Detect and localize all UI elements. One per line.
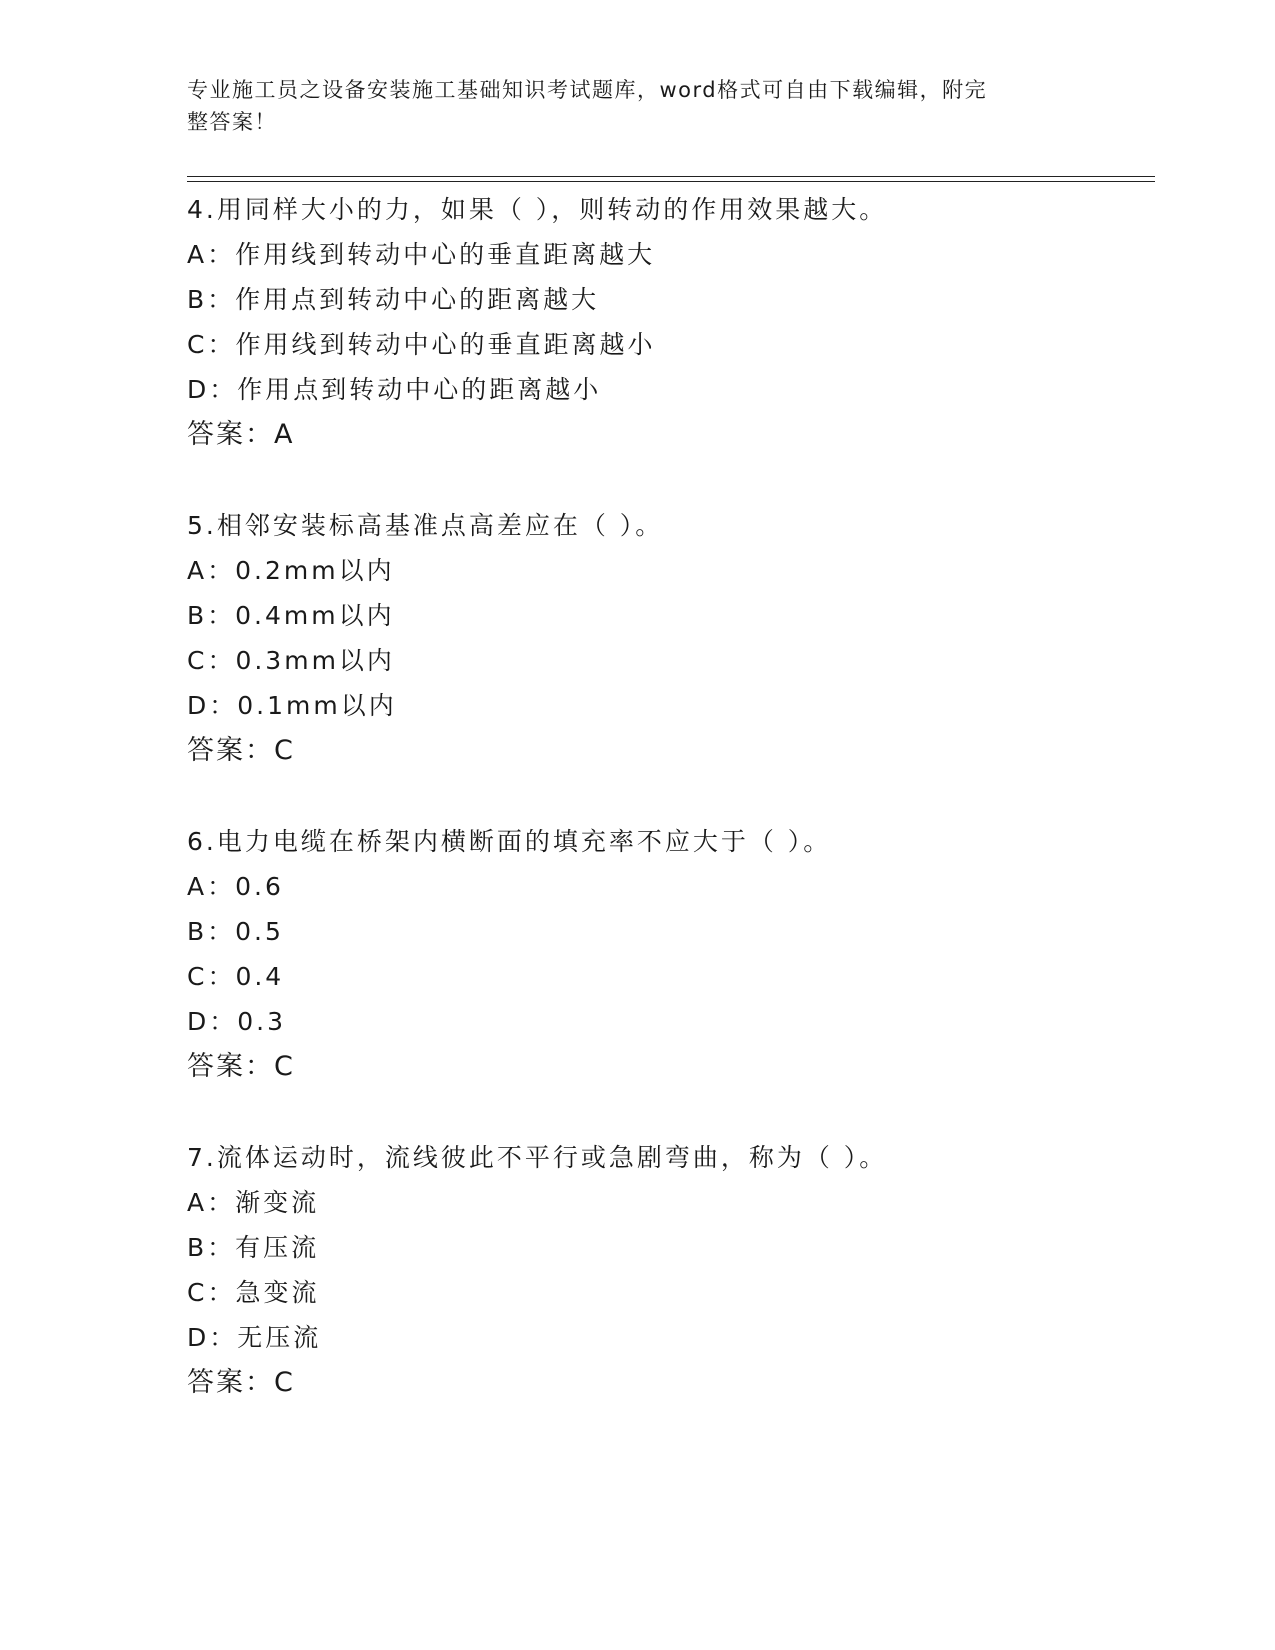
question-option: D：0.1mm以内: [187, 691, 397, 720]
question-option: D：作用点到转动中心的距离越小: [187, 375, 602, 404]
question-option: D：0.3: [187, 1007, 287, 1036]
question-option: A：渐变流: [187, 1188, 320, 1217]
question-stem: 6.电力电缆在桥架内横断面的填充率不应大于（ ）。: [187, 827, 832, 856]
question-option: C：作用线到转动中心的垂直距离越小: [187, 330, 656, 359]
question-option: B：0.5: [187, 917, 284, 946]
question-option: D：无压流: [187, 1323, 322, 1352]
header-divider-bottom: [187, 181, 1155, 182]
question-option: C：0.3mm以内: [187, 646, 395, 675]
question-stem: 7.流体运动时，流线彼此不平行或急剧弯曲，称为（ ）。: [187, 1143, 888, 1172]
question-option: C：急变流: [187, 1278, 320, 1307]
question-option: A：作用线到转动中心的垂直距离越大: [187, 240, 656, 269]
question-answer: 答案：C: [187, 735, 295, 766]
question-option: B：0.4mm以内: [187, 601, 395, 630]
question-answer: 答案：C: [187, 1051, 295, 1082]
question-option: A：0.6: [187, 872, 284, 901]
question-answer: 答案：C: [187, 1367, 295, 1398]
question-option: A：0.2mm以内: [187, 556, 395, 585]
question-answer: 答案：A: [187, 419, 295, 450]
question-stem: 4.用同样大小的力，如果（ ），则转动的作用效果越大。: [187, 195, 888, 224]
header-divider-top: [187, 176, 1155, 177]
document-header-line-1: 专业施工员之设备安装施工基础知识考试题库，word格式可自由下载编辑，附完: [187, 78, 988, 102]
question-option: B：作用点到转动中心的距离越大: [187, 285, 600, 314]
document-header-line-2: 整答案！: [187, 110, 277, 134]
question-option: B：有压流: [187, 1233, 320, 1262]
question-stem: 5.相邻安装标高基准点高差应在（ ）。: [187, 511, 664, 540]
question-option: C：0.4: [187, 962, 285, 991]
